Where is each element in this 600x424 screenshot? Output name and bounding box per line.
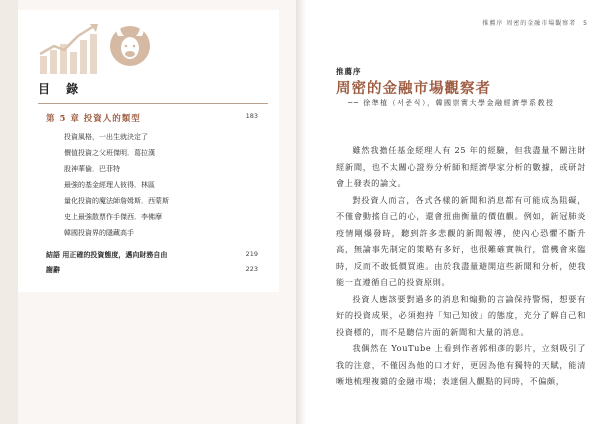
- toc-heading: 目 錄: [38, 82, 85, 96]
- right-page: [302, 0, 600, 424]
- toc-section[interactable]: 韓國投資界的隱藏高手: [64, 229, 134, 237]
- divider: [38, 103, 268, 104]
- bull-chart-emblem: [38, 22, 158, 74]
- page-edge-band: [0, 0, 18, 424]
- toc-chapter-5[interactable]: [46, 112, 258, 126]
- toc-section[interactable]: 價值投資之父班傑明．葛拉漢: [64, 149, 155, 157]
- conclusion-page-number: 219: [245, 250, 258, 258]
- running-header: [482, 18, 588, 27]
- page-number: 5: [583, 20, 588, 27]
- foreword-title: 周密的金融市場觀察者: [336, 80, 491, 97]
- thanks-page-number: 223: [245, 265, 258, 273]
- toc-section[interactable]: 最強的基金經理人彼得．林區: [64, 181, 155, 189]
- foreword-body: [336, 142, 586, 390]
- bull-icon: [110, 26, 150, 66]
- toc-section[interactable]: 股神華倫．巴菲特: [64, 165, 120, 173]
- toc-section[interactable]: 史上最強散票作手傑西．李佛摩: [64, 213, 162, 221]
- paragraph: 投資人應該要對過多的消息和煽動的言論保持警惕，想要有好的投資成果，必須抱持「知己知彼」的態度，充分了解自己和投資標的，而不是聽信片面的新聞和大量的消息。: [336, 293, 586, 337]
- conclusion-title: 結語 用正確的投資態度，邁向財務自由: [46, 250, 168, 259]
- chapter-page-number: 183: [245, 112, 258, 120]
- author-credit: ── 徐準植（서준식），韓國崇實大學金融經濟學系教授: [348, 99, 555, 107]
- toc-conclusion[interactable]: [46, 250, 258, 262]
- toc-thanks[interactable]: [46, 265, 258, 277]
- foreword-label: 推薦序: [336, 67, 362, 76]
- paragraph: 我偶然在 YouTube 上看到作者郭相彥的影片，立刻吸引了我的注意，不僅因為他的口才好，更因為他有獨特的天賦，能清晰地梳理複雜的金融市場；表達個人觀點的同時，不偏頗，: [336, 343, 586, 386]
- paragraph: 雖然我擔任基金經理人有 25 年的經驗，但我盡量不關注財經新聞，也不太關心證券分析師和經濟學家分析的數據，或研討會上發表的論文。: [336, 145, 586, 188]
- toc-section[interactable]: 量化投資的魔法師詹姆斯．西蒙斯: [64, 197, 169, 205]
- thanks-title: 謝辭: [46, 265, 60, 274]
- paragraph: 對投資人而言，各式各樣的新聞和消息都有可能成為阻礙，不僅會動搖自己的心，還會扭曲衡量的價值觀。例如，新冠肺炎疫情剛爆發時，聽到許多悲觀的新聞報導，使內心恐懼不斷升高，無論事先制定的策略有多好，也很難確實執行，當機會來臨時，反而不敢低價買進。由於我盡量避開這些新聞和分析，使我能一直遵循自己的投資原則。: [336, 194, 586, 287]
- book-gutter: [296, 0, 306, 424]
- running-header-title: 推薦序 周密的金融市場觀察者: [482, 20, 577, 27]
- chapter-title: 第 5 章 投資人的類型: [46, 114, 141, 124]
- bar-chart-icon: [40, 34, 97, 74]
- toc-section[interactable]: 投資風格，一出生就決定了: [64, 133, 148, 141]
